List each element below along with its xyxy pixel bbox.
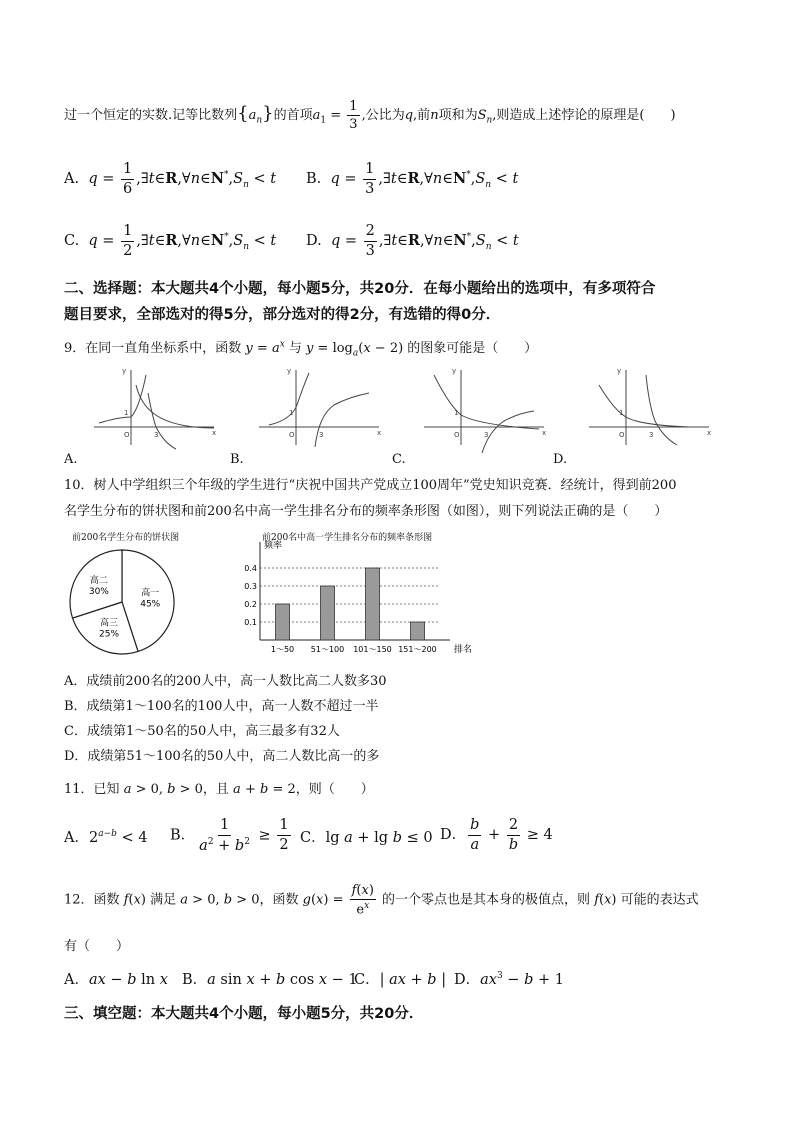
option-8d: D. q = $\frac{2}{3}$ $,\exists t\in R,\forall n\in N^*,S_n < t$ bbox=[306, 223, 519, 259]
question-12-stem: 12．函数 f(x) 满足 a > 0, b > 0，函数 g(x) = $\frac{f(x)}{e^x}$ 的一个零点也是其本身的极值点，则 f(x) 可能的表达式 bbox=[64, 883, 699, 918]
y-tick-label: 0.3 bbox=[244, 582, 257, 591]
svg-text:x: x bbox=[707, 429, 712, 437]
section-2-heading-line2: 题目要求，全部选对的得5分，部分选对的得2分，有选错的得0分． bbox=[64, 307, 501, 323]
option-10c: C．成绩第1～50名的50人中，高三最多有32人 bbox=[64, 724, 340, 739]
svg-text:1: 1 bbox=[619, 409, 624, 417]
bar bbox=[276, 604, 290, 640]
option-10b: B．成绩第1～100名的100人中，高一人数不超过一半 bbox=[64, 699, 379, 714]
bar-chart bbox=[230, 540, 480, 660]
svg-text:x: x bbox=[542, 429, 547, 437]
y-tick-label: 0.2 bbox=[244, 600, 257, 609]
pie-chart bbox=[60, 540, 210, 660]
svg-text:1: 1 bbox=[454, 409, 459, 417]
svg-text:3: 3 bbox=[319, 431, 324, 439]
svg-text:3: 3 bbox=[154, 431, 159, 439]
x-tick-label: 151～200 bbox=[398, 645, 437, 654]
bar bbox=[411, 622, 425, 640]
option-11d: D． $\frac{b}{a}$ + $\frac{2}{b}$ ≥ 4 bbox=[440, 817, 553, 853]
svg-text:3: 3 bbox=[649, 431, 654, 439]
option-12d: D．$ax^3 - b + 1$ bbox=[454, 971, 564, 988]
svg-text:1: 1 bbox=[289, 409, 294, 417]
x-tick-label: 1～50 bbox=[270, 645, 295, 654]
option-11a: A．$2^{a-b} < 4$ bbox=[64, 829, 148, 846]
option-12b: B．a sin x + b cos x − 1 bbox=[182, 972, 358, 988]
option-8c: C. q = $\frac{1}{2}$ $,\exists t\in R,\forall n\in N^*,S_n < t$ bbox=[64, 223, 277, 259]
graph-label-a: A. bbox=[64, 452, 78, 467]
x-tick-label: 51～100 bbox=[310, 645, 345, 654]
svg-text:x: x bbox=[377, 429, 382, 437]
option-10a: A．成绩前200名的200人中，高一人数比高二人数多30 bbox=[64, 674, 387, 689]
option-11b: B． $\frac{1}{a^2 + b^2}$ ≥ $\frac{1}{2}$ bbox=[170, 817, 289, 854]
y-tick-label: 0.1 bbox=[244, 618, 257, 627]
svg-text:1: 1 bbox=[124, 409, 129, 417]
pie-slice-label: 高二 bbox=[89, 576, 108, 587]
pie-slice-label: 高一 bbox=[141, 588, 160, 599]
bar bbox=[321, 586, 335, 640]
question-11-stem: 11．已知 a > 0, b > 0，且 a + b = 2，则（ ） bbox=[64, 782, 374, 797]
pie-slice-pct: 30% bbox=[88, 587, 109, 598]
svg-text:y: y bbox=[452, 367, 457, 375]
option-10d: D．成绩第51～100名的50人中，高二人数比高一的多 bbox=[64, 749, 380, 764]
svg-text:y: y bbox=[617, 367, 622, 375]
option-12a: A．ax − b ln x bbox=[64, 972, 168, 988]
y-tick-label: 0.4 bbox=[244, 564, 257, 573]
svg-text:O: O bbox=[454, 431, 460, 439]
graph-c bbox=[424, 370, 547, 453]
question-9-stem: 9．在同一直角坐标系中，函数 $y = a^x$ 与 $y = \log_a(x - 2)$ 的图象可能是（ ） bbox=[64, 339, 538, 359]
option-8b: B. q = $\frac{1}{3}$ $,\exists t\in R,\forall n\in N^*,S_n < t$ bbox=[306, 161, 519, 197]
pie-slice-pct: 25% bbox=[99, 629, 120, 640]
x-axis-label: 排名 bbox=[454, 645, 473, 655]
option-11c: C．lg a + lg b ≤ 0 bbox=[300, 830, 433, 846]
bar-chart-title: 前200名中高一学生排名分布的频率条形图 bbox=[262, 533, 433, 543]
question-10-line2: 名学生分布的饼状图和前200名中高一学生排名分布的频率条形图（如图），则下列说法正确的是（ ） bbox=[64, 504, 668, 519]
svg-text:y: y bbox=[287, 367, 292, 375]
svg-text:3: 3 bbox=[484, 431, 489, 439]
x-tick-label: 101～150 bbox=[353, 645, 392, 654]
question-8-stem: 过一个恒定的实数.记等比数列$\{a_n\}$的首项$a_1$ = $\frac{1}{3}$ ,公比为q,前n项和为$S_n$,则造成上述悖论的原理是( ) bbox=[64, 99, 676, 132]
question-10-line1: 10．树人中学组织三个年级的学生进行“庆祝中国共产党成立100周年”党史知识竞赛．经统计，得到前200 bbox=[64, 478, 677, 493]
pie-slice-label: 高三 bbox=[100, 618, 119, 629]
bar bbox=[366, 568, 380, 640]
svg-text:O: O bbox=[289, 431, 295, 439]
section-3-heading: 三、填空题：本大题共4个小题，每小题5分，共20分． bbox=[64, 1006, 424, 1022]
pie-title: 前200名学生分布的饼状图 bbox=[72, 533, 180, 543]
question-12-stem2: 有（ ） bbox=[64, 939, 130, 954]
svg-text:O: O bbox=[124, 431, 130, 439]
svg-text:x: x bbox=[212, 429, 217, 437]
graph-label-c: C. bbox=[392, 452, 406, 467]
section-2-heading-line1: 二、选择题：本大题共4个小题，每小题5分，共20分．在每小题给出的选项中，有多项符合 bbox=[64, 281, 656, 297]
svg-text:O: O bbox=[619, 431, 625, 439]
y-axis-label: 频率 bbox=[264, 541, 283, 551]
pie-slice-pct: 45% bbox=[140, 599, 161, 610]
option-12c: C．| ax + b | bbox=[354, 972, 447, 988]
svg-text:y: y bbox=[122, 367, 127, 375]
graph-label-b: B. bbox=[230, 452, 244, 467]
option-8a: A. q = $\frac{1}{6}$ $,\exists t\in R,\forall n\in N^*,S_n < t$ bbox=[64, 161, 277, 197]
graph-label-d: D. bbox=[553, 452, 568, 467]
